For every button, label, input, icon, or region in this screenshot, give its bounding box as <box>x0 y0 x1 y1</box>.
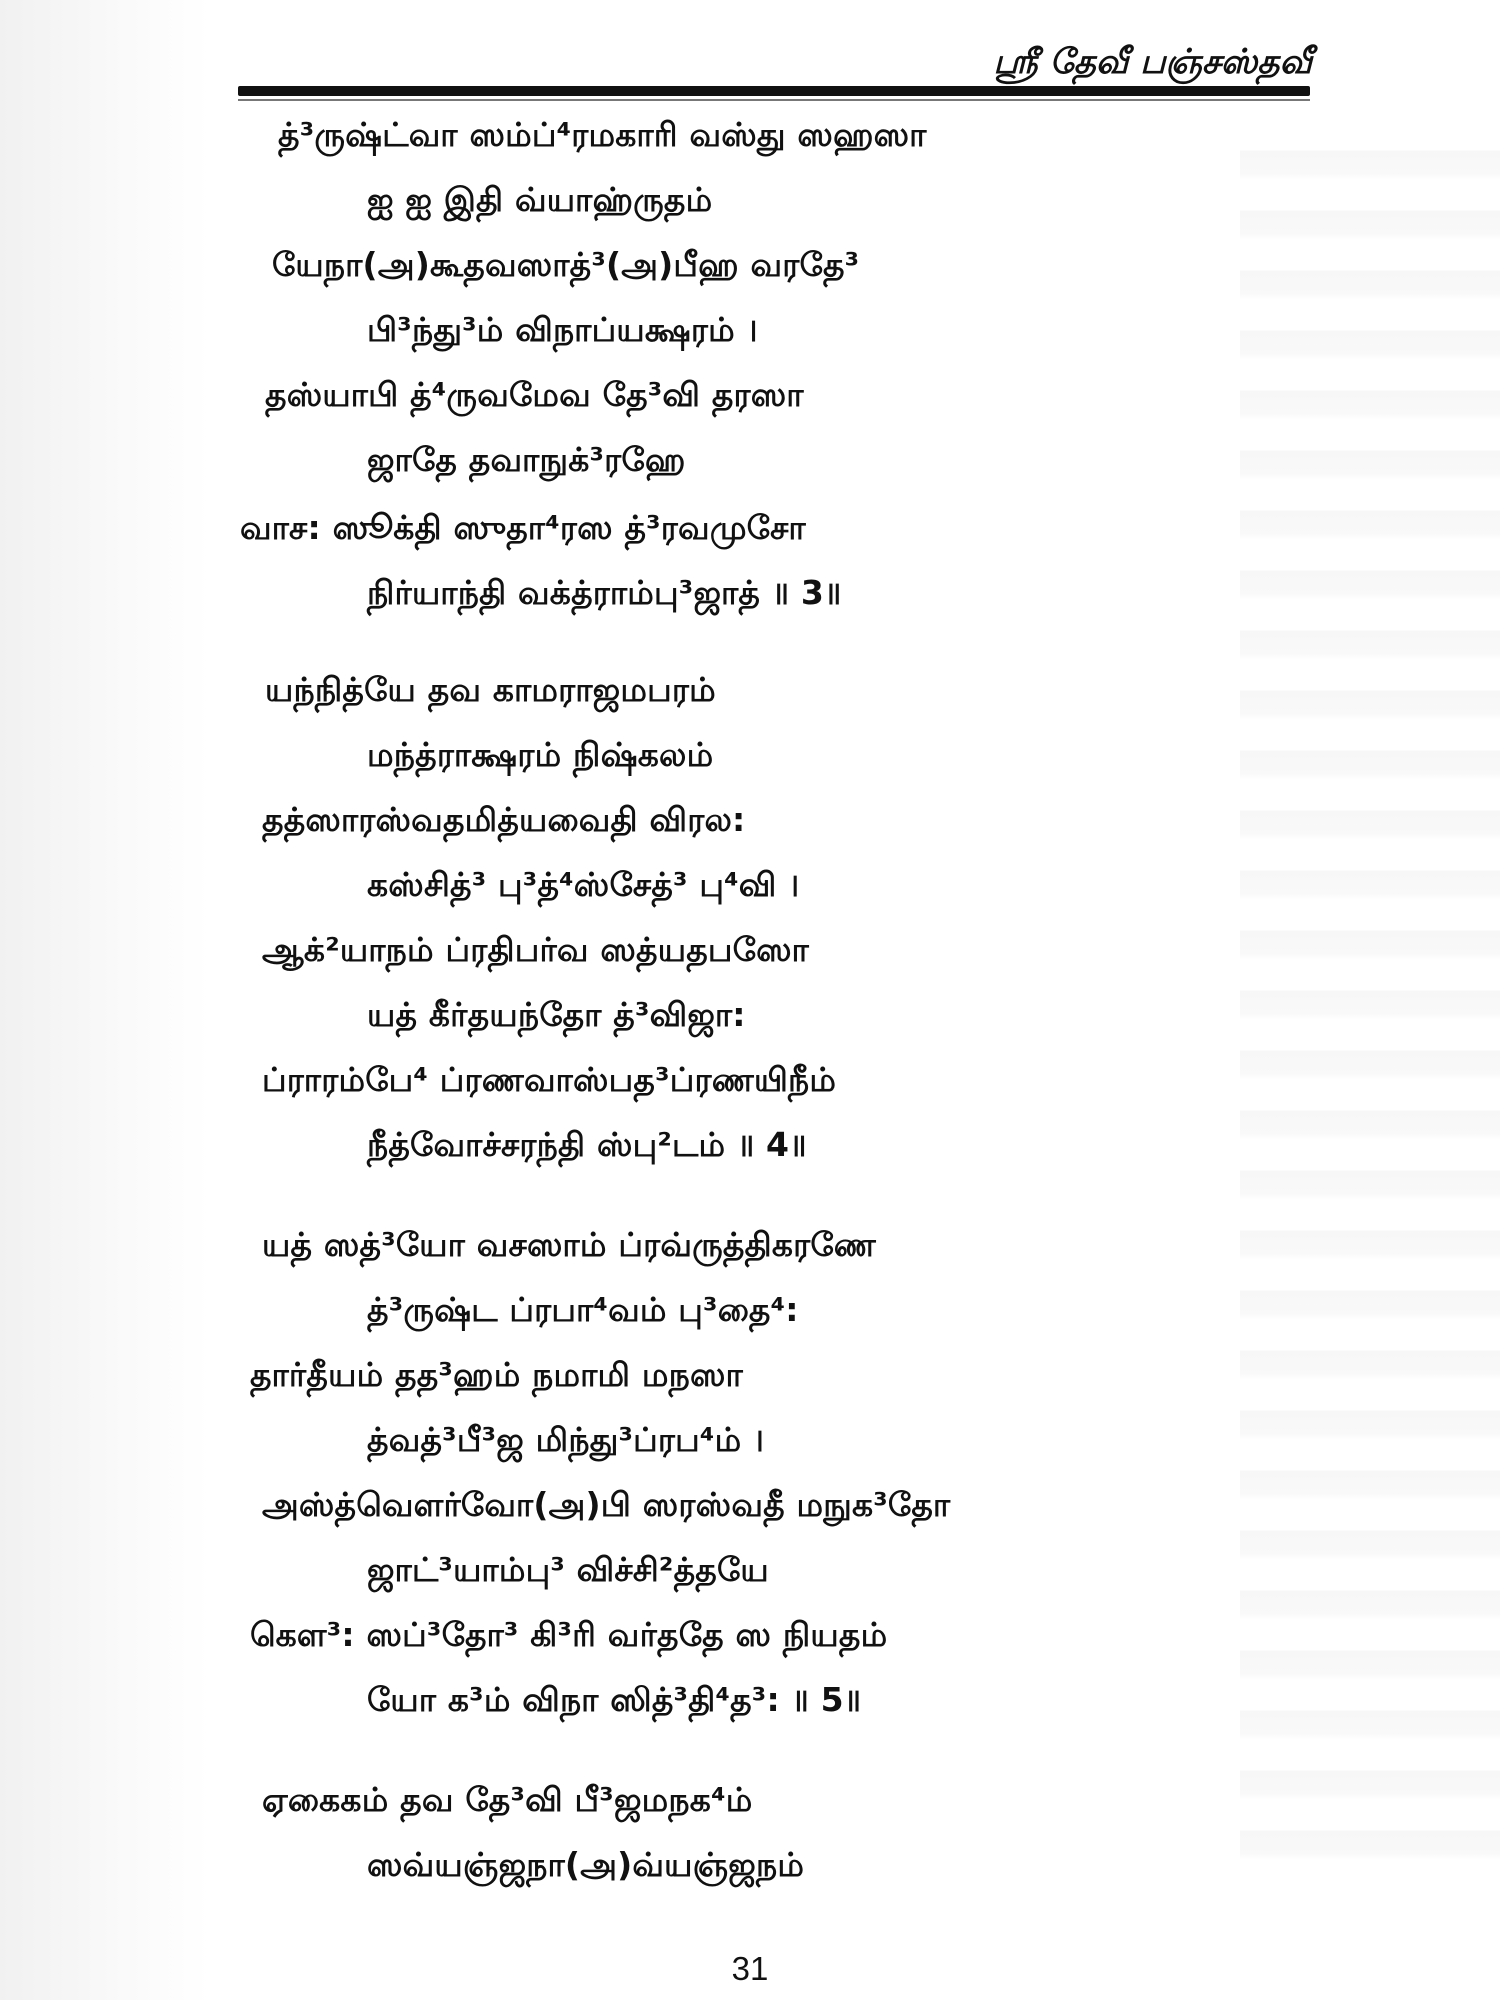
verse-line: நீத்வோச்சரந்தி ஸ்பு²டம் ॥ 4॥ <box>367 1125 807 1164</box>
verse-line: வாச: ஸூக்தி ஸுதா⁴ரஸ த்³ரவமுசோ <box>240 508 806 547</box>
verse-line: யத் கீர்தயந்தோ த்³விஜா: <box>367 995 746 1034</box>
verse-line: ஜாட்³யாம்பு³ விச்சி²த்தயே <box>367 1550 769 1589</box>
verse-line: மந்த்ராக்ஷரம் நிஷ்கலம் <box>367 735 714 774</box>
running-header-title: ஸ்ரீ தேவீ பஞ்சஸ்தவீ <box>993 42 1312 82</box>
verse-line: ஜாதே தவாநுக்³ரஹே <box>367 440 686 479</box>
verse-line: ஸவ்யஞ்ஜநா(அ)வ்யஞ்ஜநம் <box>367 1845 805 1884</box>
verse-line: த்³ருஷ்ட்வா ஸம்ப்⁴ரமகாரி வஸ்து ஸஹஸா <box>278 115 927 154</box>
verse-line: ஆக்²யாநம் ப்ரதிபர்வ ஸத்யதபஸோ <box>262 930 809 969</box>
verse-line: தார்தீயம் தத³ஹம் நமாமி மநஸா <box>250 1355 743 1394</box>
verse-line: ஏகைகம் தவ தே³வி பீ³ஜமநக⁴ம் <box>262 1780 753 1819</box>
verse-line: த்வத்³பீ³ஜ மிந்து³ப்ரப⁴ம் । <box>367 1420 765 1459</box>
verse-line: ஐ ஐ இதி வ்யாஹ்ருதம் <box>367 180 713 219</box>
verse-line: நிர்யாந்தி வக்த்ராம்பு³ஜாத் ॥ 3॥ <box>367 573 842 612</box>
verse-line: பி³ந்து³ம் விநாப்யக்ஷரம் । <box>367 310 758 349</box>
verse-line: தஸ்யாபி த்⁴ருவமேவ தே³வி தரஸா <box>265 375 804 414</box>
verse-line: அஸ்த்வௌர்வோ(அ)பி ஸரஸ்வதீ மநுக³தோ <box>262 1485 951 1524</box>
page-number: 31 <box>731 1950 769 1987</box>
verse-line: தத்ஸாரஸ்வதமித்யவைதி விரல: <box>262 800 746 839</box>
verse-line: த்³ருஷ்ட ப்ரபா⁴வம் பு³தை⁴: <box>367 1290 799 1329</box>
verse-line: யோ க³ம் விநா ஸித்³தி⁴த³: ॥ 5॥ <box>367 1680 862 1719</box>
verse-line: கௌ³: ஸப்³தோ³ கி³ரி வர்ததே ஸ நியதம் <box>250 1615 888 1654</box>
verse-line: யேநா(அ)கூதவஸாத்³(அ)பீஹ வரதே³ <box>272 245 860 284</box>
verse-line: யந்நித்யே தவ காமராஜமபரம் <box>265 670 716 709</box>
verse-line: ப்ராரம்பே⁴ ப்ரணவாஸ்பத³ப்ரணயிநீம் <box>262 1060 837 1099</box>
verse-line: யத் ஸத்³யோ வசஸாம் ப்ரவ்ருத்திகரணே <box>262 1225 876 1264</box>
verse-line: கஸ்சித்³ பு³த்⁴ஸ்சேத்³ பு⁴வி । <box>367 865 800 904</box>
